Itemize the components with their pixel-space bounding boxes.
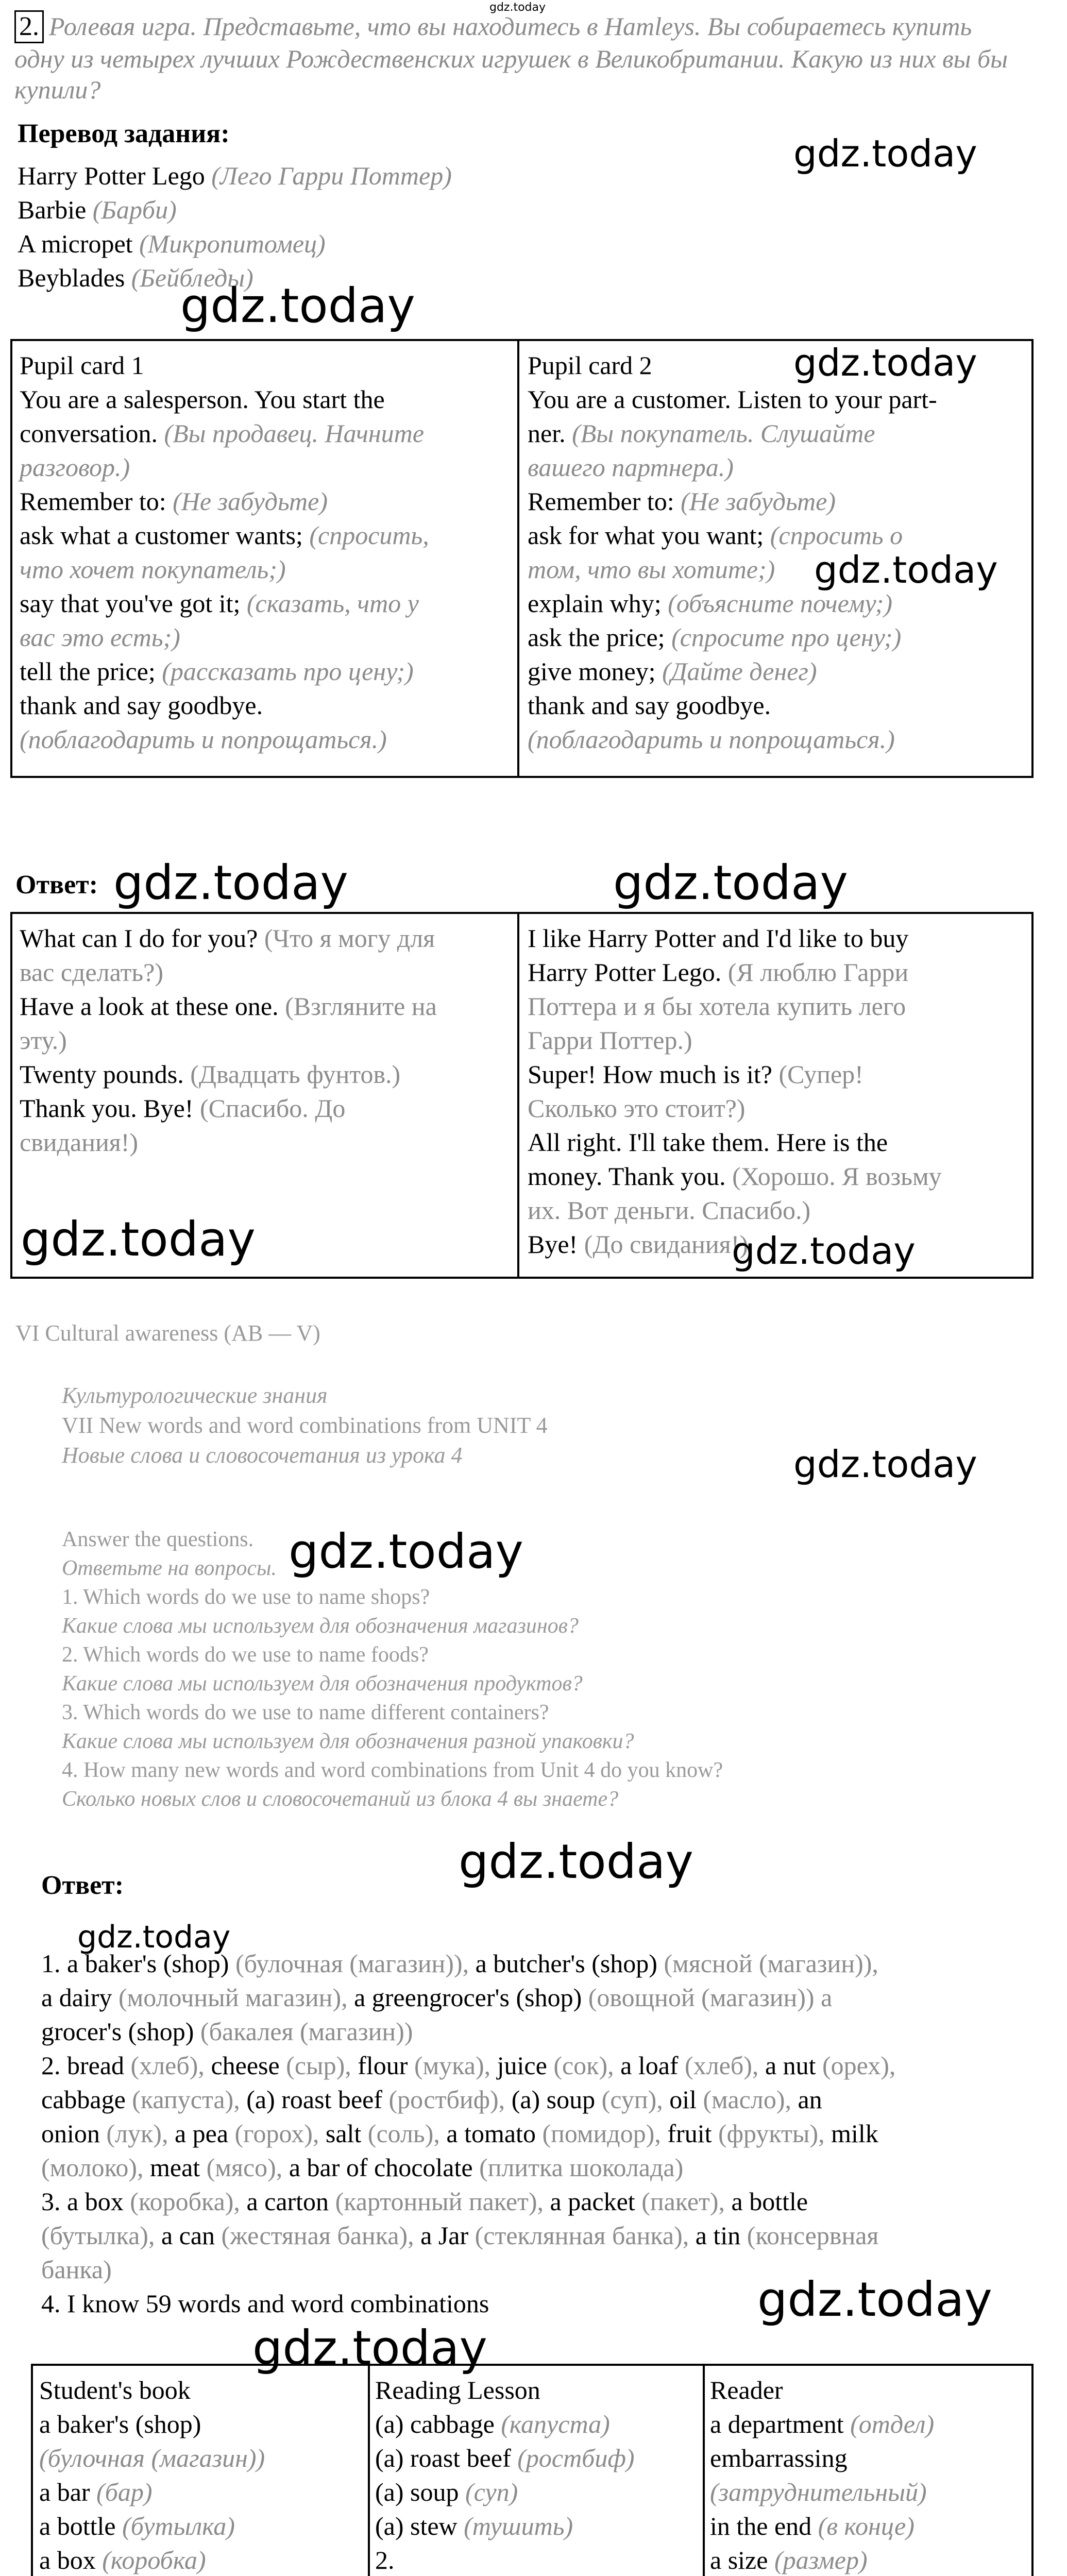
english-text: ner. [528,419,566,448]
card-line [20,552,429,586]
watermark: gdz.today [459,1834,693,1889]
word-entry [39,2543,302,2576]
dialog-customer [528,921,942,1261]
dialog-line [20,1057,437,1091]
english-text: Have a look at these one. [20,992,279,1021]
task-text: Ролевая игра. Представьте, что вы находитесь в Hamleys. Вы собираетесь купить [49,12,972,41]
english-text: 3. a box [41,2187,124,2216]
english-text: ask what a customer wants; [20,521,303,550]
english-text: a carton [240,2187,329,2216]
english-text: oil [663,2085,697,2114]
english-text: milk [824,2119,878,2148]
english-text: a box [39,2546,96,2574]
english-text: Beyblades [18,263,125,292]
card-line [528,518,937,552]
word-entry [710,2543,975,2576]
english-text: (a) cabbage [375,2410,495,2438]
watermark: gdz.today [793,132,977,175]
dialog-line [528,921,942,955]
english-text: a baker's (shop) [39,2410,201,2438]
russian-translation: (масло), [697,2085,791,2114]
english-text: Remember to: [528,487,674,516]
pupil-card-1 [20,348,429,756]
english-text: embarrassing [710,2444,848,2472]
russian-translation: (Лего Гарри Поттер) [205,161,452,190]
russian-translation: (спросите про цену;) [665,623,902,652]
card-line [20,450,429,484]
task-number: 2. [14,10,44,43]
russian-translation: (помидор), [535,2119,661,2148]
english-text: (a) roast beef [375,2444,511,2472]
english-text: 4. I know 59 words and word combinations [41,2289,489,2318]
english-text: ask for what you want; [528,521,764,550]
english-text: Harry Potter Lego. [528,958,722,987]
section-7-line: Новые слова и словосочетания из урока 4 [62,1443,463,1468]
russian-translation: (пакет), [635,2187,725,2216]
answer-2-label: Ответ: [41,1871,124,1900]
russian-translation: (Не забудьте) [674,487,836,516]
dialog-line [20,921,437,955]
russian-translation: (коробка), [123,2187,240,2216]
task-text: купили? [14,75,101,104]
english-text: a butcher's (shop) [469,1949,657,1978]
russian-translation: (тушить) [457,2512,573,2540]
russian-translation: их. Вот деньги. Спасибо.) [528,1196,811,1225]
watermark: gdz.today [21,1212,256,1267]
english-text: You are a salesperson. You start the [20,385,385,414]
question-line: Какие слова мы используем для обозначения магазинов? [62,1614,579,1638]
word-entry [375,2373,634,2407]
russian-translation: (бакалея (магазин)) [194,2017,413,2046]
russian-translation: (Взгляните на [278,992,437,1021]
english-text: I like Harry Potter and I'd like to buy [528,924,909,953]
english-text: (a) soup [505,2085,596,2114]
russian-translation: (Что я могу для [258,924,435,953]
question-line: Answer the questions. [62,1528,254,1551]
answer-line [41,2116,895,2150]
russian-translation: (горох), [228,2119,319,2148]
watermark: gdz.today [113,855,348,910]
english-text: a pea [168,2119,229,2148]
english-text: a bottle [39,2512,116,2540]
english-text: explain why; [528,589,662,618]
english-text: a bar of chocolate [282,2153,473,2182]
dialog-line [528,1057,942,1091]
dialog-line [528,1125,942,1159]
russian-translation: том, что вы хотите;) [528,555,775,584]
russian-translation: (в конце) [811,2512,914,2540]
russian-translation: (Бейбледы) [125,263,253,292]
russian-translation: (Барби) [86,195,177,224]
translation-item [18,227,452,261]
card-line [20,688,429,722]
english-text: What can I do for you? [20,924,258,953]
question-line: 2. Which words do we use to name foods? [62,1643,429,1667]
english-text: grocer's (shop) [41,2017,194,2046]
word-column-reader [710,2373,975,2576]
russian-translation: (консервная [740,2221,879,2250]
russian-translation: (хлеб), [678,2051,759,2080]
english-text: Thank you. Bye! [20,1094,194,1123]
english-text: salt [319,2119,362,2148]
watermark: gdz.today [732,1229,916,1273]
word-entry [710,2373,975,2407]
word-column-reading-lesson [375,2373,634,2576]
card-line [528,620,937,654]
english-text: a greengrocer's (shop) [347,1983,582,2012]
english-text: tell the price; [20,657,156,686]
russian-translation: (затруднительный) [710,2478,927,2506]
question-line: Какие слова мы используем для обозначения продуктов? [62,1672,583,1696]
russian-translation: (Вы покупатель. Слушайте [565,419,875,448]
russian-translation: (сок), [547,2051,614,2080]
english-text: cabbage [41,2085,126,2114]
english-text: Student's book [39,2376,191,2404]
english-text: A micropet [18,229,133,258]
task-text: одну из четырех лучших Рождественских игрушек в Великобритании. Какую из них вы бы [14,44,1008,73]
top-watermark: gdz.today [489,1,546,14]
russian-translation: (соль), [361,2119,440,2148]
english-text: give money; [528,657,656,686]
watermark: gdz.today [252,2320,487,2376]
word-entry [39,2373,302,2407]
english-text: a tomato [439,2119,536,2148]
dialog-salesperson [20,921,437,1159]
english-text: (a) soup [375,2478,459,2506]
english-text: say that you've got it; [20,589,241,618]
dialog-line [20,1091,437,1125]
russian-translation: (мясо), [200,2153,283,2182]
russian-translation: (Спасибо. До [193,1094,346,1123]
watermark: gdz.today [180,278,415,333]
section-7-line: Культурологические знания [62,1383,328,1408]
russian-translation: (хлеб), [124,2051,205,2080]
english-text: thank and say goodbye. [20,691,263,720]
russian-translation: Сколько это стоит?) [528,1094,746,1123]
english-text: meat [143,2153,200,2182]
russian-translation: (картонный пакет), [329,2187,544,2216]
card-line [20,416,429,450]
card-line [528,450,937,484]
russian-translation: (ростбиф), [382,2085,505,2114]
russian-translation: (капуста) [494,2410,610,2438]
english-text: juice [490,2051,547,2080]
english-text: ask the price; [528,623,665,652]
russian-translation: разговор.) [20,453,130,482]
russian-translation: что хочет покупатель;) [20,555,286,584]
english-text: onion [41,2119,100,2148]
dialog-line [528,1091,942,1125]
section-6-heading: VI Cultural awareness (AB — V) [15,1320,320,1346]
russian-translation: (поблагодарить и попрощаться.) [528,725,895,754]
english-text: a packet [544,2187,635,2216]
english-text: 2. bread [41,2051,125,2080]
word-entry [710,2407,975,2441]
russian-translation: (сказать, что у [240,589,419,618]
question-line: 3. Which words do we use to name different containers? [62,1701,549,1724]
answer-label: Ответ: [15,870,98,900]
translation-item [18,159,452,193]
russian-translation: (Микропитомец) [132,229,326,258]
english-text: (a) stew [375,2512,458,2540]
russian-translation: свидания!) [20,1128,139,1157]
question-line: 4. How many new words and word combinations from Unit 4 do you know? [62,1758,723,1782]
english-text: a tin [689,2221,741,2250]
russian-translation: (бар) [90,2478,153,2506]
russian-translation: (капуста), [125,2085,240,2114]
russian-translation: (мясной (магазин)), [657,1949,878,1978]
word-entry [39,2475,302,2509]
dialog-line [20,1125,437,1159]
russian-translation: эту.) [20,1026,67,1055]
russian-translation: (Я люблю Гарри [721,958,909,987]
english-text: cheese [204,2051,280,2080]
card-line [528,484,937,518]
english-text: Remember to: [20,487,166,516]
russian-translation: (Вы продавец. Начните [157,419,424,448]
english-text: Super! How much is it? [528,1060,772,1089]
card-line [528,382,937,416]
answer-line [41,2150,895,2184]
question-line: Какие слова мы используем для обозначения разной упаковки? [62,1730,634,1753]
watermark: gdz.today [814,548,998,591]
russian-translation: вас сделать?) [20,958,164,987]
english-text: in the end [710,2512,812,2540]
english-text: Pupil card 1 [20,351,144,380]
answer-line [41,2082,895,2116]
english-text: thank and say goodbye. [528,691,771,720]
russian-translation: (Дайте денег) [655,657,817,686]
russian-translation: (плитка шоколада) [472,2153,684,2182]
russian-translation: Поттера и я бы хотела купить лего [528,992,906,1021]
russian-translation: (булочная (магазин)) [39,2444,265,2472]
russian-translation: (суп) [459,2478,518,2506]
russian-translation: (коробка) [95,2546,206,2574]
dialog-line [20,989,437,1023]
card-line [528,416,937,450]
table-divider [703,2366,705,2576]
dialog-line [528,1023,942,1057]
card-line [20,654,429,688]
english-text: Twenty pounds. [20,1060,184,1089]
word-entry [375,2543,634,2576]
section-7 [62,1381,548,1470]
table-divider [517,341,519,776]
word-entry [39,2441,302,2475]
russian-translation: (объясните почему;) [661,589,893,618]
english-text: a size [710,2546,768,2574]
question-line: 1. Which words do we use to name shops? [62,1585,430,1609]
russian-translation: (суп), [595,2085,663,2114]
russian-translation: (булочная (магазин)), [229,1949,469,1978]
card-line [20,722,429,756]
english-text: an [791,2085,822,2114]
card-line [20,586,429,620]
english-text: 1. a baker's (shop) [41,1949,229,1978]
russian-translation: (Хорошо. Я возьму [725,1162,942,1191]
question-line: Ответьте на вопросы. [62,1556,277,1580]
russian-translation: (Двадцать фунтов.) [183,1060,401,1089]
word-entry [710,2441,975,2475]
russian-translation: (сыр), [279,2051,351,2080]
russian-translation: (фрукты), [712,2119,825,2148]
russian-translation: (жестяная банка), [215,2221,414,2250]
watermark: gdz.today [289,1524,523,1579]
card-line [528,688,937,722]
english-text: conversation. [20,419,158,448]
watermark: gdz.today [793,341,977,384]
russian-translation: (поблагодарить и попрощаться.) [20,725,387,754]
russian-translation: (молоко), [41,2153,144,2182]
english-text: Bye! [528,1230,578,1259]
card-line [20,484,429,518]
russian-translation: (мука), [408,2051,491,2080]
english-text: a dairy [41,1983,112,2012]
russian-translation: (спросить о [764,521,903,550]
russian-translation: (лук), [99,2119,168,2148]
russian-translation: (рассказать про цену;) [155,657,414,686]
dialog-line [20,1023,437,1057]
russian-translation: (ростбиф) [511,2444,635,2472]
card-line [528,722,937,756]
english-text: Barbie [18,195,87,224]
card-line [20,382,429,416]
english-text: money. Thank you. [528,1162,726,1191]
word-entry [39,2407,302,2441]
answer-line [41,2218,895,2252]
russian-translation: (отдел) [843,2410,935,2438]
word-entry [375,2475,634,2509]
english-text: a nut [758,2051,816,2080]
card-line [528,654,937,688]
russian-translation: (овощной (магазин)) a [582,1983,833,2012]
dialog-line [528,1193,942,1227]
watermark: gdz.today [757,2272,992,2327]
russian-translation: (спросить, [302,521,429,550]
word-entry [375,2509,634,2543]
answer-line [41,2014,895,2048]
table-divider [517,914,519,1277]
watermark: gdz.today [793,1443,977,1486]
english-text: Reading Lesson [375,2376,540,2404]
english-text: 2. [375,2546,395,2574]
question-line: Сколько новых слов и словосочетаний из блока 4 вы знаете? [62,1787,619,1811]
russian-translation: банка) [41,2255,112,2284]
english-text: a department [710,2410,844,2438]
dialog-line [20,955,437,989]
card-line [20,620,429,654]
russian-translation: (Не забудьте) [166,487,328,516]
english-text: a can [155,2221,215,2250]
word-entry [710,2475,975,2509]
russian-translation: вашего партнера.) [528,453,734,482]
card-line [20,348,429,382]
answers-block [41,1946,895,2320]
english-text: a loaf [614,2051,679,2080]
russian-translation: Гарри Поттер.) [528,1026,692,1055]
word-table [31,2364,1034,2576]
russian-translation: вас это есть;) [20,623,180,652]
watermark: gdz.today [77,1919,231,1955]
english-text: flour [351,2051,408,2080]
russian-translation: (орех), [816,2051,896,2080]
english-text: a Jar [414,2221,469,2250]
watermark: gdz.today [613,855,848,910]
english-text: All right. I'll take them. Here is the [528,1128,888,1157]
word-entry [39,2509,302,2543]
word-entry [710,2509,975,2543]
translation-heading: Перевод задания: [18,119,230,148]
english-text: a bar [39,2478,90,2506]
russian-translation: (Супер! [772,1060,863,1089]
english-text: Pupil card 2 [528,351,652,380]
card-line [20,518,429,552]
task-header [14,10,1055,105]
english-text: Reader [710,2376,783,2404]
answer-line [41,2184,895,2218]
english-text: (a) roast beef [240,2085,382,2114]
dialog-line [528,989,942,1023]
translation-item [18,193,452,227]
translation-list [18,159,452,295]
english-text: You are a customer. Listen to your part- [528,385,937,414]
section-7-line: VII New words and word combinations from UNIT 4 [62,1413,548,1438]
word-entry [375,2441,634,2475]
english-text: fruit [660,2119,712,2148]
russian-translation: (молочный магазин), [112,1983,348,2012]
answer-line [41,1980,895,2014]
table-divider [368,2366,370,2576]
dialog-line [528,955,942,989]
russian-translation: (бутылка), [41,2221,155,2250]
english-text: a bottle [725,2187,808,2216]
russian-translation: (стеклянная банка), [468,2221,689,2250]
russian-translation: (бутылка) [115,2512,235,2540]
dialog-line [528,1159,942,1193]
english-text: Harry Potter Lego [18,161,205,190]
answer-line [41,2048,895,2082]
russian-translation: (размер) [768,2546,868,2574]
russian-translation: (До свидания!) [578,1230,748,1259]
word-entry [375,2407,634,2441]
word-column-students-book [39,2373,302,2576]
